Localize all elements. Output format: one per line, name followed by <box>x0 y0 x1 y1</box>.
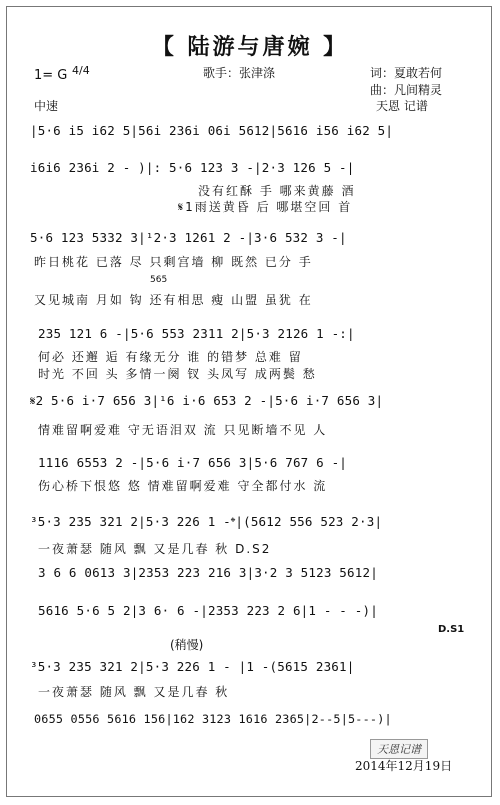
score-row-9: 5616 5·6 5 2|3 6· 6 -|2353 223 2 6|1 - - -)| <box>38 603 378 618</box>
score-row-5: 𝄋2 5·6 i·7 656 3|¹6 i·6 653 2 -|5·6 i·7 656 3| <box>30 393 384 408</box>
lyric-row-7: 一夜萧瑟 随风 飘 又是几春 秋 D.S2 <box>38 542 272 556</box>
lyricist-credit: 词：夏敢若何 <box>370 66 443 80</box>
score-row-7: ³5·3 235 321 2|5·3 226 1 -𝄌|(5612 556 523 2·3| <box>30 514 383 529</box>
lyric-row-2b: 𝄋1雨送黄昏 后 哪堪空回 首 <box>178 200 353 214</box>
score-row-6: 1116 6553 2 -|5·6 i·7 656 3|5·6 767 6 -| <box>38 455 348 470</box>
score-row-3: 5·6 123 5332 3|¹2·3 1261 2 -|3·6 532 3 -| <box>30 230 347 245</box>
transcription-date: 2014年12月19日 <box>355 759 453 773</box>
lyric-row-3b: 又见城南 月如 钩 还有相思 瘦 山盟 虽犹 在 <box>34 293 313 307</box>
lyric-row-6: 伤心桥下恨悠 悠 情难留啊爱难 守全都付水 流 <box>38 479 328 493</box>
transcriber-signature: 天恩记谱 <box>370 739 428 759</box>
transcriber-credit: 天恩 记谱 <box>376 99 428 113</box>
lyric-row-10: 一夜萧瑟 随风 飘 又是几春 秋 <box>38 685 230 699</box>
key-signature: 1= G <box>34 68 68 83</box>
score-row-2: i6i6 236i 2 - )|: 5·6 123 3 -|2·3 126 5 -| <box>30 160 355 175</box>
lyric-row-2a: 没有红酥 手 哪来黄藤 酒 <box>198 184 356 198</box>
tempo-change: (稍慢) <box>170 638 204 652</box>
ds1-marking: D.S1 <box>438 624 465 635</box>
song-title: 【 陆游与唐婉 】 <box>151 35 349 60</box>
composer-credit: 曲：凡间精灵 <box>370 83 443 97</box>
score-row-8: 3 6 6 0613 3|2353 223 216 3|3·2 3 5123 5612| <box>38 565 378 580</box>
ornament-notes: 565 <box>150 275 168 285</box>
score-row-10: ³5·3 235 321 2|5·3 226 1 - |1 -(5615 2361| <box>30 659 355 674</box>
score-row-4: 235 121 6 -|5·6 553 2311 2|5·3 2126 1 -:| <box>38 326 355 341</box>
lyric-row-4b: 时光 不回 头 多情一阕 钗 头凤写 成两鬓 愁 <box>38 367 317 381</box>
score-row-1: |5·6 i5 i62 5|56i 236i 06i 5612|5616 i56 i62 5| <box>30 123 394 138</box>
time-signature: 4/4 <box>72 64 90 77</box>
tempo-marking: 中速 <box>34 99 59 113</box>
lyric-row-4a: 何必 还邂 逅 有缘无分 谁 的错梦 总难 留 <box>38 350 303 364</box>
singer-credit: 歌手：张津涤 <box>203 66 276 80</box>
lyric-row-3a: 昨日桃花 已落 尽 只剩宫墙 柳 既然 已分 手 <box>34 255 313 269</box>
score-row-11: 0655 0556 5616 156|162 3123 1616 2365|2--5|5---)| <box>34 712 392 726</box>
lyric-row-5: 情难留啊爱难 守无语泪双 流 只见断墙不见 人 <box>38 423 328 437</box>
